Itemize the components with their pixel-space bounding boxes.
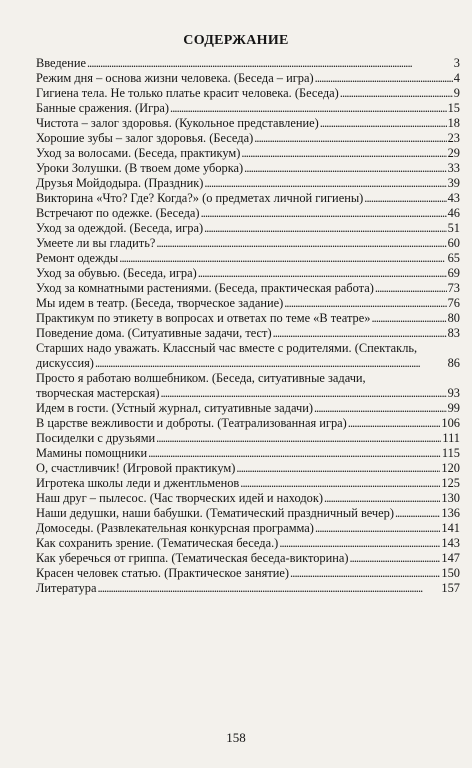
toc-entry (36, 341, 460, 371)
toc-entry (36, 491, 460, 506)
toc-entry-title: Гигиена тела. Не только платье красит человека. (Беседа) (36, 86, 339, 100)
toc-entry-title: Игротека школы леди и джентльменов (36, 476, 240, 490)
dot-leader (349, 551, 440, 566)
toc-entry-page: 136 (441, 506, 460, 520)
toc-entry-title: Банные сражения. (Игра) (36, 101, 170, 115)
toc-entry (36, 86, 460, 101)
toc-entry-title: Как уберечься от гриппа. (Тематическая беседа-викторина) (36, 551, 349, 565)
toc-entry (36, 506, 460, 521)
toc-entry (36, 551, 460, 566)
dot-leader (340, 86, 453, 101)
dot-leader (279, 536, 440, 551)
toc-entry (36, 131, 460, 146)
toc-entry-page: 18 (447, 116, 460, 130)
toc-entry-title: Ремонт одежды (36, 251, 119, 265)
toc-entry (36, 446, 460, 461)
toc-entry-first-line: Старших надо уважать. Классный час вместе с родителями. (Спектакль, (36, 341, 418, 355)
toc-entry-page: 51 (447, 221, 460, 235)
toc-entry-page: 141 (441, 521, 460, 535)
toc-entry (36, 161, 460, 176)
dot-leader (371, 311, 446, 326)
toc-entry-title: Режим дня – основа жизни человека. (Беседа – игра) (36, 71, 314, 85)
toc-entry (36, 581, 460, 596)
toc-entry-title: Уроки Золушки. (В твоем доме уборка) (36, 161, 244, 175)
toc-entry-page: 65 (447, 251, 460, 265)
dot-leader (160, 386, 446, 401)
toc-entry-title: Умеете ли вы гладить? (36, 236, 156, 250)
toc-entry-page: 69 (447, 266, 460, 280)
toc-entry-page: 23 (447, 131, 460, 145)
toc-entry-title: Красен человек статью. (Практическое занятие) (36, 566, 290, 580)
toc-entry-page: 4 (453, 71, 460, 85)
toc-entry-page: 3 (453, 56, 460, 70)
toc-entry-page: 33 (447, 161, 460, 175)
toc-entry-page: 106 (441, 416, 460, 430)
toc-entry-title: Встречают по одежке. (Беседа) (36, 206, 200, 220)
toc-entry-title: Мы идем в театр. (Беседа, творческое задание) (36, 296, 284, 310)
toc-entry (36, 176, 460, 191)
toc-entry (36, 401, 460, 416)
toc-entry-title: творческая мастерская) (36, 386, 160, 400)
toc-entry (36, 461, 460, 476)
toc-entry-page: 130 (441, 491, 460, 505)
dot-leader (156, 236, 446, 251)
dot-leader (364, 191, 446, 206)
toc-entry-title: Литература (36, 581, 97, 595)
toc-entry (36, 101, 460, 116)
dot-leader (348, 416, 441, 431)
dot-leader (204, 221, 447, 236)
dot-leader (314, 401, 447, 416)
dot-leader (148, 446, 441, 461)
toc-entry-page: 111 (442, 431, 460, 445)
toc-entry-title: Чистота – залог здоровья. (Кукольное представление) (36, 116, 319, 130)
toc-entry (36, 566, 460, 581)
toc-entry-page: 76 (447, 296, 460, 310)
toc-entry (36, 476, 460, 491)
dot-leader (290, 566, 440, 581)
toc-entry-page: 9 (453, 86, 460, 100)
toc-entry-title: Идем в гости. (Устный журнал, ситуативные задачи) (36, 401, 313, 415)
toc-entry-title: Наши дедушки, наши бабушки. (Тематический праздничный вечер) (36, 506, 394, 520)
toc-entry (36, 326, 460, 341)
dot-leader (156, 431, 441, 446)
toc-entry-page: 39 (447, 176, 460, 190)
toc-entry (36, 236, 460, 251)
toc-entry (36, 191, 460, 206)
dot-leader (315, 521, 440, 536)
dot-leader (244, 161, 446, 176)
toc-entry-title: Как сохранить зрение. (Тематическая беседа.) (36, 536, 279, 550)
toc-entry-title: Поведение дома. (Ситуативные задачи, тест) (36, 326, 272, 340)
toc-entry-title: Викторина «Что? Где? Когда?» (о предметах личной гигиены) (36, 191, 364, 205)
toc-entry-page: 60 (447, 236, 460, 250)
toc-entry (36, 416, 460, 431)
toc-entry-title: Уход за одеждой. (Беседа, игра) (36, 221, 204, 235)
toc-entry-title: Хорошие зубы – залог здоровья. (Беседа) (36, 131, 254, 145)
toc-entry-page: 120 (441, 461, 460, 475)
toc-entry (36, 371, 460, 401)
toc-entry-title: Уход за комнатными растениями. (Беседа, практическая работа) (36, 281, 374, 295)
toc-entry (36, 116, 460, 131)
toc-entry-title: Наш друг – пылесос. (Час творческих идей и находок) (36, 491, 323, 505)
toc-entry-page: 29 (447, 146, 460, 160)
dot-leader (87, 56, 453, 71)
dot-leader (324, 491, 440, 506)
toc-entry-title: Уход за волосами. (Беседа, практикум) (36, 146, 241, 160)
toc-entry-page: 80 (447, 311, 460, 325)
dot-leader (375, 281, 447, 296)
toc-entry (36, 206, 460, 221)
table-of-contents (36, 56, 460, 596)
toc-entry-page: 125 (441, 476, 460, 490)
dot-leader (204, 176, 446, 191)
toc-entry-page: 43 (447, 191, 460, 205)
toc-entry-page: 73 (447, 281, 460, 295)
toc-entry-page: 115 (441, 446, 460, 460)
dot-leader (97, 581, 440, 596)
toc-entry-first-line: Просто я работаю волшебником. (Беседа, ситуативные задачи, (36, 371, 366, 385)
toc-entry (36, 296, 460, 311)
toc-entry-title: О, счастливчик! (Игровой практикум) (36, 461, 236, 475)
toc-entry-page: 143 (441, 536, 460, 550)
toc-entry-page: 93 (447, 386, 460, 400)
page-title: СОДЕРЖАНИЕ (183, 33, 289, 48)
dot-leader (273, 326, 447, 341)
dot-leader (119, 251, 446, 266)
toc-entry (36, 431, 460, 446)
toc-entry (36, 251, 460, 266)
toc-entry-title: Практикум по этикету в вопросах и ответах по теме «В театре» (36, 311, 371, 325)
toc-entry-title: Домоседы. (Развлекательная конкурсная программа) (36, 521, 314, 535)
toc-entry-page: 46 (447, 206, 460, 220)
toc-entry-page: 150 (441, 566, 460, 580)
page-number: 158 (226, 730, 246, 745)
toc-entry (36, 311, 460, 326)
toc-entry-title: Посиделки с друзьями (36, 431, 156, 445)
toc-entry (36, 281, 460, 296)
dot-leader (95, 356, 447, 371)
dot-leader (170, 101, 447, 116)
toc-entry-title: Мамины помощники (36, 446, 148, 460)
toc-entry (36, 521, 460, 536)
dot-leader (201, 206, 447, 221)
toc-entry-title: Введение (36, 56, 86, 70)
dot-leader (254, 131, 446, 146)
toc-entry-page: 86 (447, 356, 460, 370)
dot-leader (198, 266, 447, 281)
toc-entry-page: 147 (441, 551, 460, 565)
toc-entry-page: 15 (447, 101, 460, 115)
dot-leader (241, 146, 446, 161)
toc-entry-page: 83 (447, 326, 460, 340)
toc-entry (36, 221, 460, 236)
toc-entry (36, 266, 460, 281)
dot-leader (236, 461, 440, 476)
toc-entry (36, 71, 460, 86)
toc-entry-page: 99 (447, 401, 460, 415)
dot-leader (284, 296, 446, 311)
toc-entry-title: Уход за обувью. (Беседа, игра) (36, 266, 197, 280)
toc-entry-title: Друзья Мойдодыра. (Праздник) (36, 176, 204, 190)
toc-entry (36, 536, 460, 551)
dot-leader (395, 506, 440, 521)
toc-entry (36, 146, 460, 161)
toc-entry-title: дискуссия) (36, 356, 94, 370)
toc-entry-title: В царстве вежливости и доброты. (Театрализованная игра) (36, 416, 347, 430)
dot-leader (320, 116, 447, 131)
toc-entry-page: 157 (441, 581, 460, 595)
toc-entry (36, 56, 460, 71)
dot-leader (240, 476, 440, 491)
dot-leader (315, 71, 453, 86)
